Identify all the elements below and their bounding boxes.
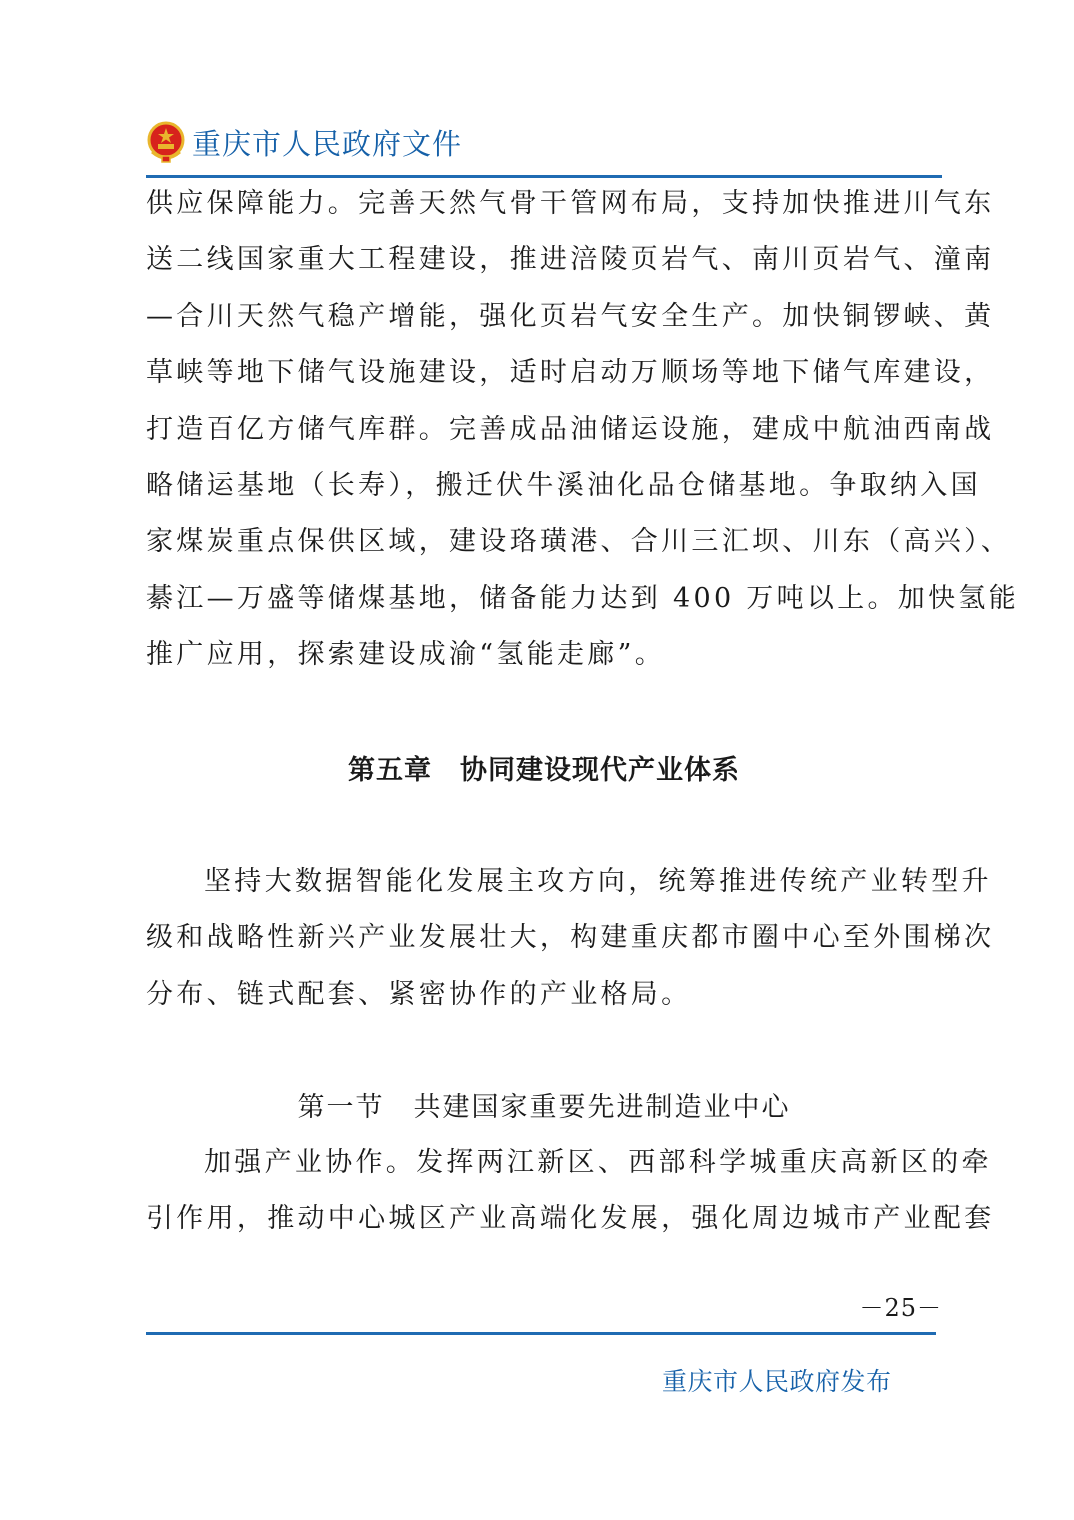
document-header xyxy=(146,118,462,166)
text-line: 草峡等地下储气设施建设，适时启动万顺场等地下储气库建设， xyxy=(146,357,995,389)
paragraph-industry-cooperation xyxy=(146,1135,995,1248)
text-line: 家煤炭重点保供区域，建设珞璜港、合川三汇坝、川东（高兴）、 xyxy=(146,526,1012,558)
header-title: 重庆市人民政府文件 xyxy=(192,126,463,161)
chapter-title: 第五章 协同建设现代产业体系 xyxy=(348,755,740,786)
text-line: 推广应用，探索建设成渝“氢能走廊”。 xyxy=(146,639,666,671)
text-line: 送二线国家重大工程建设，推进涪陵页岩气、南川页岩气、潼南 xyxy=(146,244,995,276)
text-line: 坚持大数据智能化发展主攻方向，统筹推进传统产业转型升 xyxy=(204,866,992,897)
footer-divider xyxy=(146,1332,936,1335)
paragraph-energy-supply xyxy=(146,176,1019,684)
text-line: 分布、链式配套、紧密协作的产业格局。 xyxy=(146,978,692,1010)
paragraph-chapter-intro xyxy=(146,854,995,1023)
text-line: 加强产业协作。发挥两江新区、西部科学城重庆高新区的牵 xyxy=(204,1147,992,1178)
page-number: －25－ xyxy=(859,1294,942,1322)
text-line: 引作用，推动中心城区产业高端化发展，强化周边城市产业配套 xyxy=(146,1203,995,1235)
text-line: 略储运基地（长寿），搬迁伏牛溪油化品仓储基地。争取纳入国 xyxy=(146,470,981,502)
footer-publisher: 重庆市人民政府发布 xyxy=(662,1367,892,1396)
text-line: 供应保障能力。完善天然气骨干管网布局，支持加快推进川气东 xyxy=(146,188,995,219)
text-line: 綦江—万盛等储煤基地，储备能力达到 400 万吨以上。加快氢能 xyxy=(146,582,1019,614)
text-line: —合川天然气稳产增能，强化页岩气安全生产。加快铜锣峡、黄 xyxy=(146,300,995,332)
section-title: 第一节 共建国家重要先进制造业中心 xyxy=(297,1092,791,1123)
national-emblem-icon xyxy=(146,120,186,164)
text-line: 级和战略性新兴产业发展壮大，构建重庆都市圈中心至外围梯次 xyxy=(146,922,995,954)
text-line: 打造百亿方储气库群。完善成品油储运设施，建成中航油西南战 xyxy=(146,413,995,445)
